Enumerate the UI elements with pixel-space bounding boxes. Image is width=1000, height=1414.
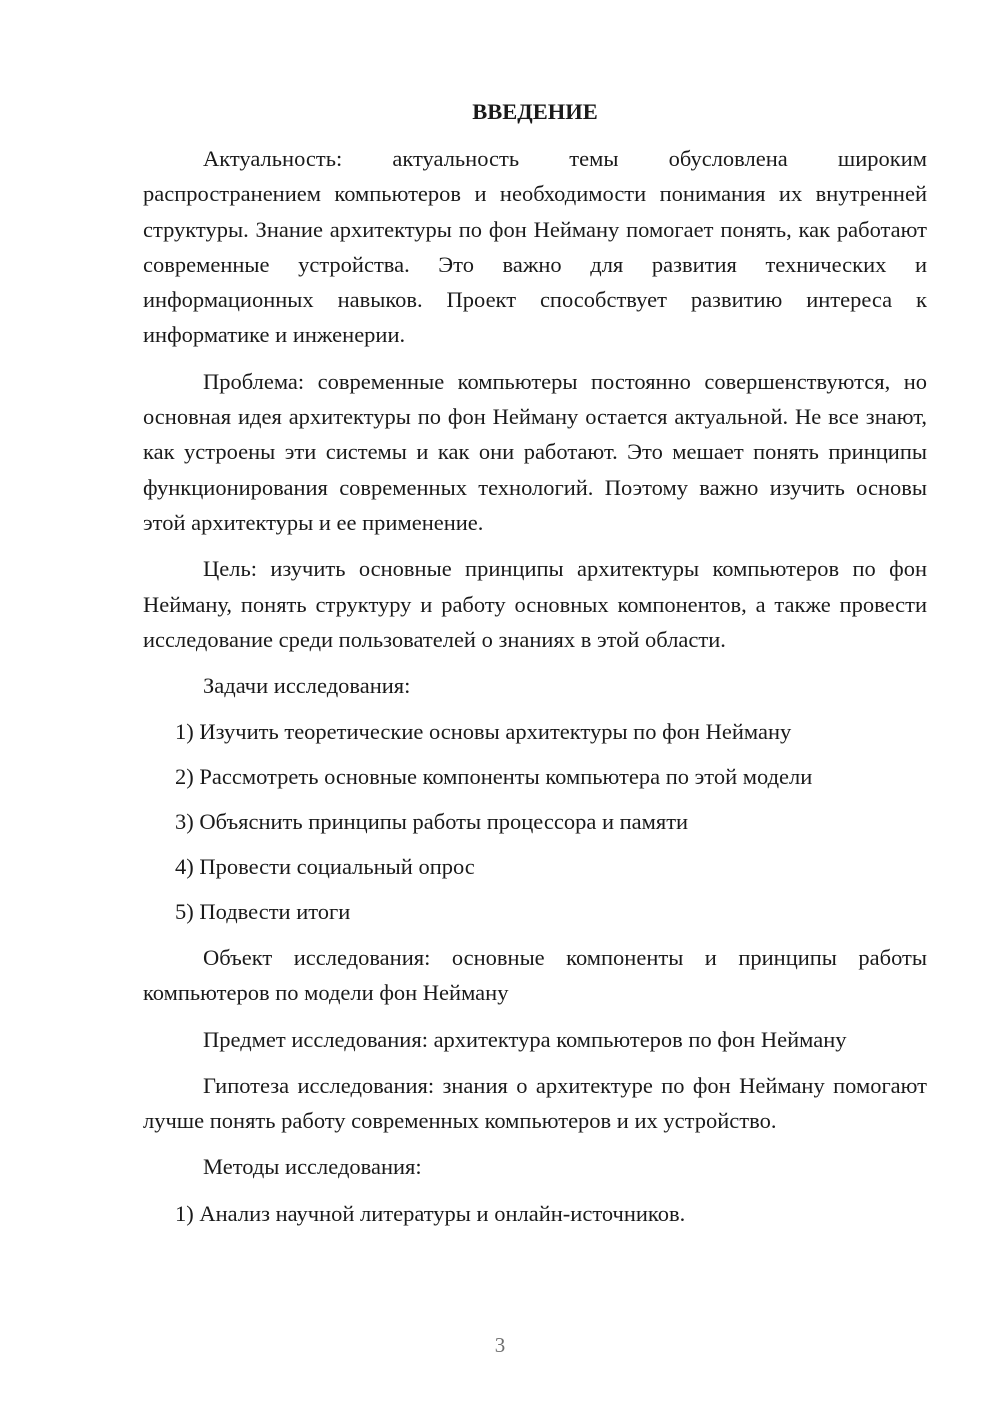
- tasks-list: [143, 714, 927, 928]
- methods-list: [143, 1196, 927, 1231]
- subject-paragraph: Предмет исследования: архитектура компьютеров по фон Нейману: [203, 1026, 847, 1052]
- object-paragraph: Объект исследования: основные компоненты и принципы работы компьютеров по модели фон Нейману: [143, 944, 927, 1006]
- page-number: 3: [494, 1333, 506, 1357]
- task-item: 5) Подвести итоги: [175, 898, 351, 924]
- tasks-heading: Задачи исследования:: [203, 673, 411, 699]
- page-title: ВВЕДЕНИЕ: [472, 99, 598, 124]
- hypothesis-paragraph: Гипотеза исследования: знания о архитектуре по фон Нейману помогают лучше понять работу современных компьютеров и их устройство.: [143, 1072, 927, 1134]
- task-item: 1) Изучить теоретические основы архитектуры по фон Нейману: [175, 719, 792, 745]
- goal-paragraph: Цель: изучить основные принципы архитектуры компьютеров по фон Нейману, понять структуру и работу основных компонентов, а также провести исследование среди пользователей о знаниях в этой области.: [143, 556, 927, 652]
- page-content: [143, 94, 927, 1242]
- task-item: 2) Рассмотреть основные компоненты компьютера по этой модели: [175, 764, 813, 790]
- problem-paragraph: Проблема: современные компьютеры постоянно совершенствуются, но основная идея архитектуры по фон Нейману остается актуальной. Не все знают, как устроены эти системы и как они работают. Это мешает понять принципы функционирования современных технологий. Поэтому важно изучить основы этой архитектуры и ее применение.: [143, 368, 927, 535]
- relevance-paragraph: Актуальность: актуальность темы обусловлена широким распространением компьютеров и необходимости понимания их внутренней структуры. Знание архитектуры по фон Нейману помогает понять, как работают современные устройства. Это важно для развития технических и информационных навыков. Проект способствует развитию интереса к информатике и инженерии.: [143, 146, 927, 348]
- task-item: 4) Провести социальный опрос: [175, 853, 475, 879]
- method-item: 1) Анализ научной литературы и онлайн-источников.: [175, 1200, 686, 1226]
- task-item: 3) Объяснить принципы работы процессора и памяти: [175, 809, 689, 835]
- methods-heading: Методы исследования:: [203, 1154, 422, 1180]
